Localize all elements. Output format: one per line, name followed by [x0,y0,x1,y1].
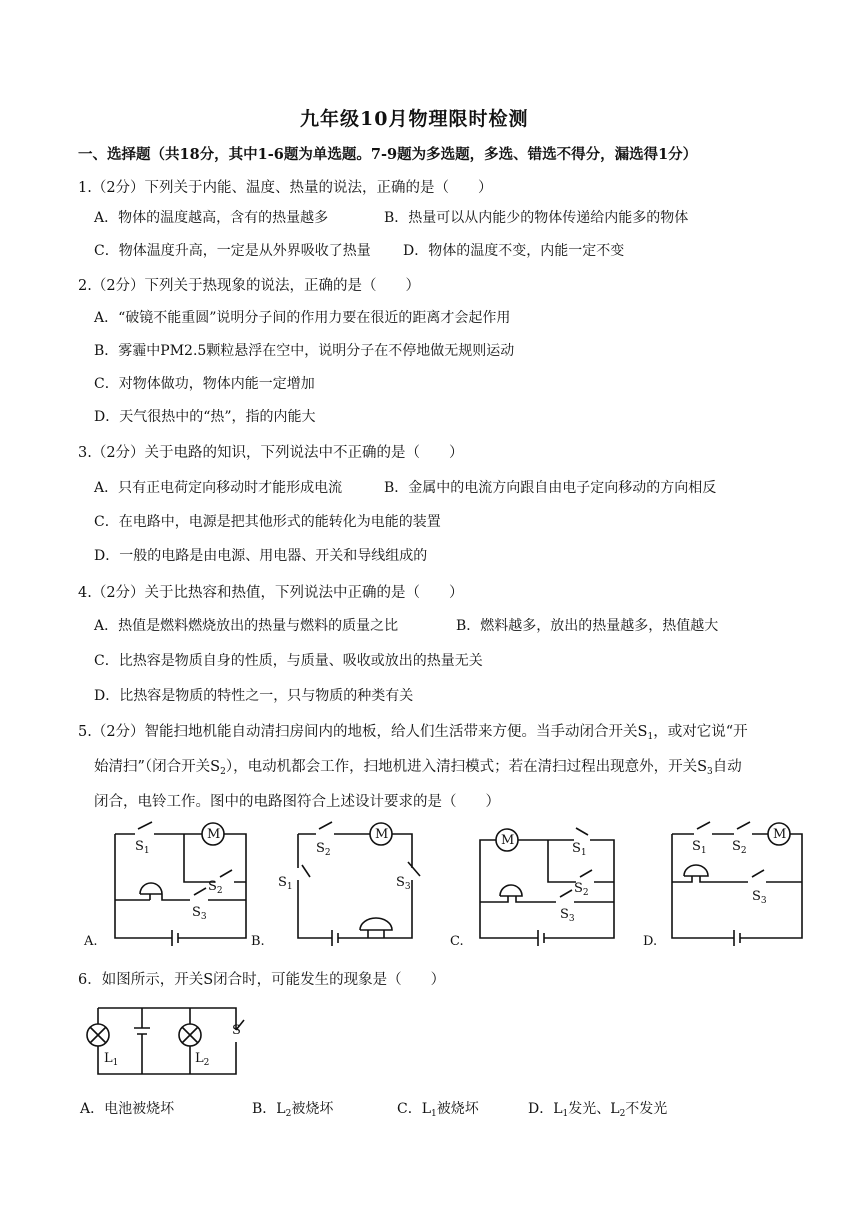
question-2-option-a: A．“破镜不能重圆”说明分子间的作用力要在很近的距离才会起作用 [94,310,511,326]
question-3-option-c: C．在电路中，电源是把其他形式的能转化为电能的装置 [94,514,441,530]
question-6-option-b: B．$L_2$被烧坏 [252,1101,334,1119]
question-6-option-d: D．$L_1$发光、$L_2$不发光 [528,1101,668,1119]
question-3-option-d: D．一般的电路是由电源、用电器、开关和导线组成的 [94,548,428,564]
motor-label: M [501,833,515,848]
question-2-option-d: D．天气很热中的“热”，指的内能大 [94,409,316,425]
question-6-circuit [82,1000,262,1080]
figure-label-b: B. [251,934,265,949]
switch-s2-label: $S_2$ [208,879,223,896]
question-5-line-2: 始清扫”（闭合开关$S_2$），电动机都会工作，扫地机进入清扫模式；若在清扫过程出现意外，开关$S_3$自动 [94,759,742,777]
switch-s1-label: $S_1$ [135,839,150,856]
switch-s3-label: $S_3$ [752,889,767,906]
question-2-option-b: B．雾霾中PM2.5颗粒悬浮在空中，说明分子在不停地做无规则运动 [94,343,515,359]
question-4-option-b: B．燃料越多，放出的热量越多，热值越大 [456,618,719,634]
question-4-option-c: C．比热容是物质自身的性质，与质量、吸收或放出的热量无关 [94,653,483,669]
question-1-stem: 1.（2分）下列关于内能、温度、热量的说法，正确的是（ ） [78,180,493,196]
question-1-option-a: A．物体的温度越高，含有的热量越多 [94,210,329,226]
figure-label-c: C. [450,934,464,949]
switch-s2-label: $S_2$ [574,881,589,898]
question-1-option-d: D．物体的温度不变，内能一定不变 [403,243,625,259]
question-4-stem: 4.（2分）关于比热容和热值，下列说法中正确的是（ ） [78,585,464,601]
motor-label: M [375,827,389,842]
figure-label-a: A. [84,934,98,949]
page-title: 九年级10月物理限时检测 [300,108,529,130]
question-3-stem: 3.（2分）关于电路的知识，下列说法中不正确的是（ ） [78,445,464,461]
motor-label: M [773,827,787,842]
circuit-figure-d [643,822,802,949]
switch-s3-label: $S_3$ [192,905,207,922]
switch-s3-label: $S_3$ [396,875,411,892]
switch-s3-label: $S_3$ [560,907,575,924]
question-6-stem: 6．如图所示，开关S闭合时，可能发生的现象是（ ） [78,972,446,988]
question-6-option-a: A．电池被烧坏 [80,1101,175,1117]
switch-s2-label: $S_2$ [316,841,331,858]
question-5-figures [80,820,820,955]
question-3-option-a: A．只有正电荷定向移动时才能形成电流 [94,480,343,496]
switch-s1-label: $S_1$ [692,839,707,856]
question-4-option-a: A．热值是燃料燃烧放出的热量与燃料的质量之比 [94,618,399,634]
section-heading: 一、选择题（共18分，其中1-6题为单选题。7-9题为多选题，多选、错选不得分，漏选得1分） [78,146,698,163]
lamp-l2-label: $L_2$ [195,1051,210,1068]
question-4-option-d: D．比热容是物质的特性之一，只与物质的种类有关 [94,688,414,704]
question-2-option-c: C．对物体做功，物体内能一定增加 [94,376,315,392]
circuit-figure-b [251,822,420,949]
switch-s1-label: $S_1$ [278,875,293,892]
question-1-option-c: C．物体温度升高，一定是从外界吸收了热量 [94,243,371,259]
switch-s-label: S [232,1023,241,1038]
circuit-figure-a [83,822,246,949]
switch-s2-label: $S_2$ [732,839,747,856]
switch-s1-label: $S_1$ [572,841,587,858]
lamp-l1-label: $L_1$ [104,1051,119,1068]
question-5-line-1: 5.（2分）智能扫地机能自动清扫房间内的地板，给人们生活带来方便。当手动闭合开关$S_1$，或对它说“开 [78,724,748,742]
figure-label-d: D. [643,934,658,949]
question-5-line-3: 闭合，电铃工作。图中的电路图符合上述设计要求的是（ ） [94,794,500,810]
circuit-figure-c [450,828,614,949]
motor-label: M [207,827,221,842]
question-1-option-b: B．热量可以从内能少的物体传递给内能多的物体 [384,210,689,226]
question-2-stem: 2.（2分）下列关于热现象的说法，正确的是（ ） [78,278,421,294]
question-3-option-b: B．金属中的电流方向跟自由电子定向移动的方向相反 [384,480,717,496]
question-6-option-c: C．$L_1$被烧坏 [397,1101,479,1119]
